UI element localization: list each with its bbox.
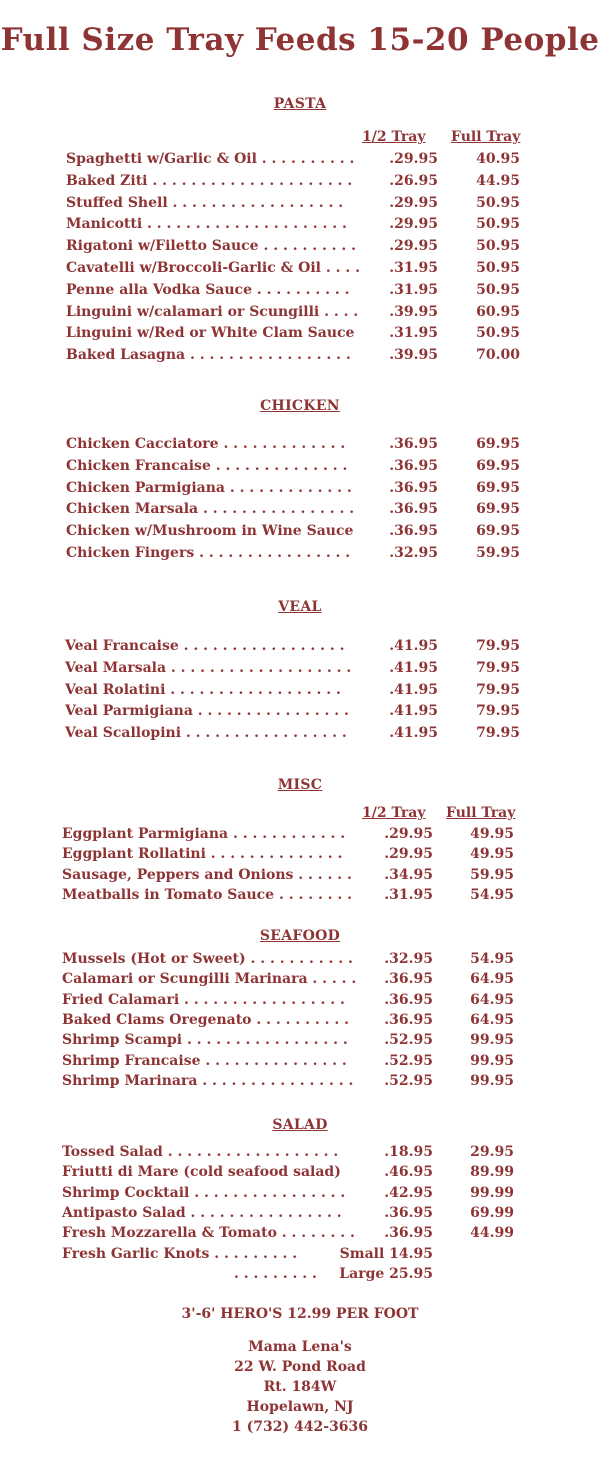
menu-item (66, 171, 520, 191)
half-tray-price: .36.95 (384, 991, 433, 1008)
menu-item (66, 478, 520, 498)
restaurant-name: Mama Lena's (248, 1339, 352, 1355)
section-title-salad: SALAD (272, 1117, 328, 1133)
section-title-misc: MISC (277, 777, 323, 793)
full-tray-price: 69.95 (476, 436, 520, 452)
full-tray-price: 69.95 (476, 457, 520, 474)
menu-item (62, 1071, 514, 1091)
menu-item (62, 1162, 514, 1182)
half-tray-price: .42.95 (384, 1184, 433, 1201)
section-title-veal: VEAL (278, 599, 322, 615)
menu-item (62, 824, 514, 844)
half-tray-price: .39.95 (389, 347, 438, 364)
menu-item-name: Cavatelli w/Broccoli-Garlic & Oil . . . . (66, 260, 360, 276)
menu-item (66, 302, 520, 322)
menu-item-name: Chicken Marsala . . . . . . . . . . . . . . . . (66, 501, 355, 518)
menu-item (66, 280, 520, 300)
half-tray-price: .31.95 (389, 281, 438, 298)
menu-item (62, 865, 514, 885)
menu-item-name: Veal Francaise . . . . . . . . . . . . . . . . . (65, 638, 345, 654)
column-header-full-tray: Full Tray (446, 805, 516, 821)
half-tray-price: .41.95 (389, 681, 438, 698)
full-tray-price: 79.95 (476, 703, 520, 720)
menu-item (66, 543, 520, 563)
menu-item (65, 680, 520, 700)
menu-item-name: Eggplant Rollatini . . . . . . . . . . . . . . (62, 846, 343, 863)
half-tray-price: .36.95 (384, 1225, 433, 1242)
full-tray-price: 50.95 (476, 260, 520, 276)
column-header-full-tray: Full Tray (451, 129, 521, 145)
menu-item (66, 149, 520, 169)
menu-item-name: Shrimp Marinara . . . . . . . . . . . . . . . . (62, 1072, 354, 1089)
menu-item-name: Veal Parmigiana . . . . . . . . . . . . . . . . (65, 703, 349, 720)
menu-item (62, 1010, 514, 1030)
full-tray-price: 79.95 (476, 681, 520, 698)
hero-promo: 3'-6' HERO'S 12.99 PER FOOT (181, 1306, 419, 1322)
page-title: Full Size Tray Feeds 15-20 People (0, 22, 600, 58)
half-tray-price: .36.95 (384, 1204, 433, 1221)
menu-item-name: Linguini w/Red or White Clam Sauce (66, 325, 355, 342)
menu-item-name: Shrimp Cocktail . . . . . . . . . . . . . . . . (62, 1184, 346, 1201)
half-tray-price: .32.95 (389, 545, 438, 561)
half-tray-price: .29.95 (384, 846, 433, 863)
menu-item (66, 456, 520, 476)
menu-item (62, 1244, 514, 1264)
full-tray-price: 29.95 (470, 1144, 514, 1160)
full-tray-price: 64.95 (470, 991, 514, 1008)
half-tray-price: .36.95 (389, 501, 438, 518)
menu-item (62, 949, 514, 969)
menu-item (66, 345, 520, 365)
full-tray-price: 50.95 (476, 281, 520, 298)
full-tray-price: 99.95 (470, 1052, 514, 1069)
menu-item-name: Veal Rolatini . . . . . . . . . . . . . . . . . . (65, 681, 341, 698)
menu-item-name: Fresh Garlic Knots . . . . . . . . . (62, 1245, 298, 1262)
section-title-chicken: CHICKEN (260, 398, 340, 414)
half-tray-price: .31.95 (389, 325, 438, 342)
menu-item-name: Veal Marsala . . . . . . . . . . . . . . . . . . . (65, 659, 352, 676)
menu-item-name: Rigatoni w/Filetto Sauce . . . . . . . . . . (66, 238, 357, 255)
phone-number: 1 (732) 442-3636 (232, 1419, 368, 1435)
menu-item-name: Shrimp Francaise . . . . . . . . . . . . . . . (62, 1052, 347, 1069)
half-tray-price: .39.95 (389, 303, 438, 320)
menu-item (62, 885, 514, 905)
half-tray-price: .52.95 (384, 1052, 433, 1069)
half-tray-price: .18.95 (384, 1144, 433, 1160)
half-tray-price: .29.95 (389, 238, 438, 255)
half-tray-price: .36.95 (389, 436, 438, 452)
menu-item-name: Meatballs in Tomato Sauce . . . . . . . . (62, 886, 353, 903)
menu-item (66, 193, 520, 213)
half-tray-price: .36.95 (384, 971, 433, 988)
city-state: Hopelawn, NJ (246, 1399, 354, 1415)
menu-item (62, 1264, 514, 1284)
half-tray-price: .36.95 (389, 479, 438, 496)
full-tray-price: 49.95 (470, 826, 514, 842)
half-tray-price: .26.95 (389, 172, 438, 189)
menu-item-name: Friutti di Mare (cold seafood salad) (62, 1164, 341, 1181)
half-tray-price: .29.95 (389, 194, 438, 211)
full-tray-price: 60.95 (476, 303, 520, 320)
full-tray-price: 54.95 (470, 951, 514, 967)
full-tray-price: 70.00 (476, 347, 520, 364)
full-tray-price: 69.99 (470, 1204, 514, 1221)
half-tray-price: .32.95 (384, 951, 433, 967)
full-tray-price: 89.99 (470, 1164, 514, 1181)
menu-item (62, 990, 514, 1010)
half-tray-price: .36.95 (384, 1011, 433, 1028)
full-tray-price: 50.95 (476, 194, 520, 211)
menu-item-name: Penne alla Vodka Sauce . . . . . . . . . . (66, 281, 350, 298)
half-tray-price: .29.95 (384, 826, 433, 842)
full-tray-price: 49.95 (470, 846, 514, 863)
full-tray-price: 79.95 (476, 659, 520, 676)
half-tray-price: .36.95 (389, 523, 438, 540)
menu-item (66, 521, 520, 541)
full-tray-price: 54.95 (470, 886, 514, 903)
half-tray-price: .31.95 (389, 260, 438, 276)
full-tray-price: 44.95 (476, 172, 520, 189)
half-tray-price: .46.95 (384, 1164, 433, 1181)
half-tray-price: .52.95 (384, 1032, 433, 1049)
menu-item (62, 844, 514, 864)
column-header-half-tray: 1/2 Tray (362, 129, 426, 145)
menu-item (62, 1051, 514, 1071)
menu-item-name: Antipasto Salad . . . . . . . . . . . . . . . . (62, 1204, 342, 1221)
menu-item-name: Veal Scallopini . . . . . . . . . . . . . . . . . (65, 725, 347, 742)
menu-item (66, 258, 520, 278)
half-tray-price: .34.95 (384, 866, 433, 883)
menu-item-name: Manicotti . . . . . . . . . . . . . . . . . . . . . (66, 216, 347, 233)
menu-item (62, 1223, 514, 1243)
full-tray-price: 40.95 (476, 151, 520, 167)
menu-item (66, 499, 520, 519)
full-tray-price: 64.95 (470, 1011, 514, 1028)
menu-item (65, 636, 520, 656)
half-tray-price: .29.95 (389, 216, 438, 233)
menu-item-name: Chicken Francaise . . . . . . . . . . . . . . (66, 457, 348, 474)
address-line-1: 22 W. Pond Road (234, 1359, 366, 1375)
full-tray-price: 44.99 (470, 1225, 514, 1242)
full-tray-price: 50.95 (476, 216, 520, 233)
menu-item-name: Chicken Parmigiana . . . . . . . . . . . . . (66, 479, 352, 496)
full-tray-price: 69.95 (476, 523, 520, 540)
menu-item-name: Shrimp Scampi . . . . . . . . . . . . . . . . . (62, 1032, 348, 1049)
menu-item-name: Chicken w/Mushroom in Wine Sauce (66, 523, 354, 540)
address-line-2: Rt. 184W (263, 1379, 337, 1395)
menu-item-name: Chicken Cacciatore . . . . . . . . . . . . . (66, 436, 346, 452)
menu-item-name: Fresh Mozzarella & Tomato . . . . . . . . (62, 1225, 355, 1242)
full-tray-price: 69.95 (476, 479, 520, 496)
menu-item (66, 323, 520, 343)
menu-item (66, 214, 520, 234)
menu-item-name: Sausage, Peppers and Onions . . . . . . (62, 866, 352, 883)
column-header-half-tray: 1/2 Tray (362, 805, 426, 821)
half-tray-price: .41.95 (389, 703, 438, 720)
full-tray-price: 59.95 (476, 545, 520, 561)
menu-item-name: Chicken Fingers . . . . . . . . . . . . . . . . (66, 545, 351, 561)
menu-item (65, 723, 520, 743)
full-tray-price: 64.95 (470, 971, 514, 988)
menu-item (62, 1183, 514, 1203)
full-tray-price: 59.95 (470, 866, 514, 883)
menu-item (65, 658, 520, 678)
menu-item (66, 434, 520, 454)
half-tray-price: Large 25.95 (339, 1265, 433, 1282)
half-tray-price: .52.95 (384, 1072, 433, 1089)
half-tray-price: .31.95 (384, 886, 433, 903)
menu-item (62, 969, 514, 989)
menu-item (62, 1142, 514, 1162)
menu-item-name: Fried Calamari . . . . . . . . . . . . . . . . . (62, 991, 345, 1008)
full-tray-price: 79.95 (476, 638, 520, 654)
menu-item-name: Stuffed Shell . . . . . . . . . . . . . . . . . . (66, 194, 344, 211)
menu-item (66, 236, 520, 256)
full-tray-price: 50.95 (476, 325, 520, 342)
half-tray-price: .41.95 (389, 659, 438, 676)
full-tray-price: 79.95 (476, 725, 520, 742)
full-tray-price: 99.95 (470, 1032, 514, 1049)
full-tray-price: 69.95 (476, 501, 520, 518)
section-title-seafood: SEAFOOD (259, 928, 341, 944)
menu-item-name: Spaghetti w/Garlic & Oil . . . . . . . . . . (66, 151, 355, 167)
menu-item-name: Calamari or Scungilli Marinara . . . . . (62, 971, 357, 988)
menu-item (62, 1203, 514, 1223)
menu-item-name: Baked Ziti . . . . . . . . . . . . . . . . . . . . . (66, 172, 353, 189)
full-tray-price: 50.95 (476, 238, 520, 255)
menu-item (62, 1030, 514, 1050)
menu-item-name: Baked Lasagna . . . . . . . . . . . . . . . . . (66, 347, 351, 364)
half-tray-price: .41.95 (389, 725, 438, 742)
section-title-pasta: PASTA (273, 96, 327, 112)
full-tray-price: 99.99 (470, 1184, 514, 1201)
menu-item-name: Mussels (Hot or Sweet) . . . . . . . . . . . (62, 951, 353, 967)
menu-item-name: Linguini w/calamari or Scungilli . . . . (66, 303, 359, 320)
menu-item-name: Baked Clams Oregenato . . . . . . . . . . (62, 1011, 349, 1028)
full-tray-price: 99.95 (470, 1072, 514, 1089)
menu-item-name: Eggplant Parmigiana . . . . . . . . . . . . (62, 826, 346, 842)
menu-item-name: . . . . . . . . . (234, 1265, 317, 1282)
menu-item (65, 701, 520, 721)
half-tray-price: .36.95 (389, 457, 438, 474)
half-tray-price: .29.95 (389, 151, 438, 167)
half-tray-price: Small 14.95 (339, 1245, 433, 1262)
menu-item-name: Tossed Salad . . . . . . . . . . . . . . . . . . (62, 1144, 339, 1160)
half-tray-price: .41.95 (389, 638, 438, 654)
